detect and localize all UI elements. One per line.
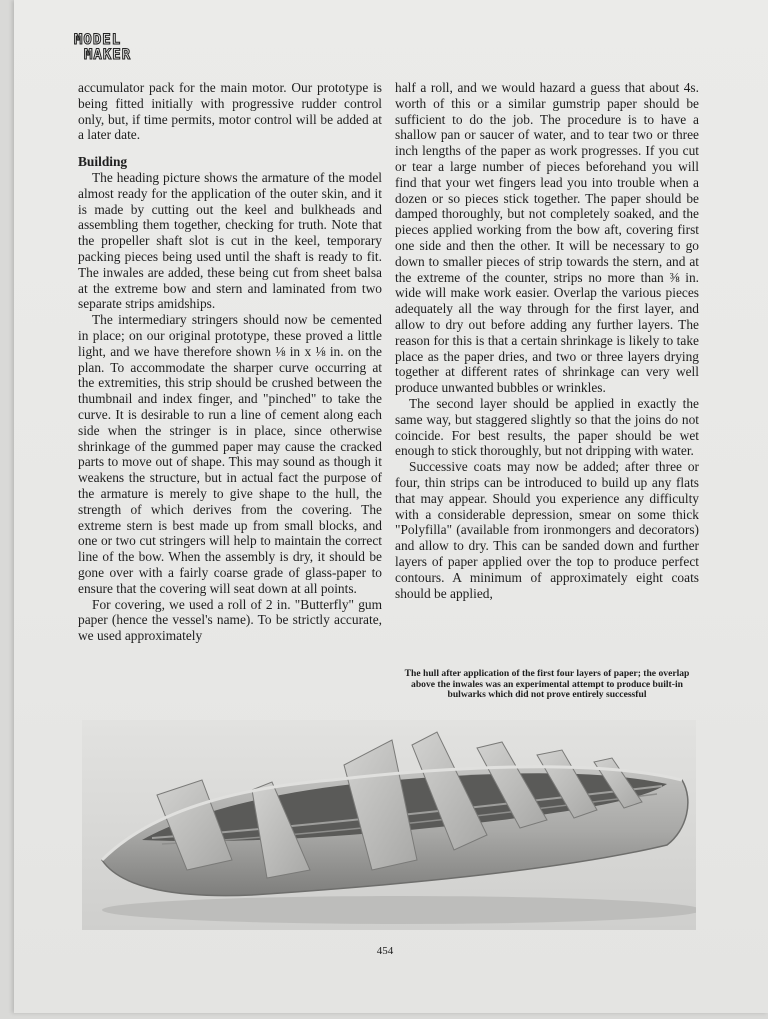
left-column [78, 80, 382, 644]
photo-caption: The hull after application of the first four layers of paper; the overlap above the inwales was an experimental attempt to produce built-in bulwarks which did not prove entirely successful [404, 668, 690, 701]
right-paragraph-2: The second layer should be applied in exactly the same way, but staggered slightly so that the joins do not coincide. For best results, the paper should be wet enough to stick thoroughly, but not dripping with water. [395, 395, 699, 459]
right-column [395, 80, 699, 601]
section-heading: Building [78, 154, 128, 170]
intro-paragraph: accumulator pack for the main motor. Our prototype is being fitted initially with progressive rudder control only, but, if time permits, motor control will be added at a later date. [78, 80, 382, 143]
building-paragraph-2: The intermediary stringers should now be cemented in place; on our original prototype, these proved a little light, and we have therefore shown ⅛ in x ⅛ in. on the plan. To accommodate the sharper curve occurring at the extremities, this strip should be crushed between the thumbnail and index finger, and "pinched" to take the curve. It is desirable to run a line of cement along each side when the stringer is in place, since otherwise shrinkage of the gummed paper may cause the cracked parts to move out of shape. This may sound as though it weakens the structure, but in actual fact the purpose of the armature is merely to give shape to the hull, the strength of which derives from the covering. The extreme stern is best made up from small blocks, and one or two cut stringers will help to maintain the correct line of the bow. When the assembly is dry, it should be gone over with a fairly coarse grade of glass-paper to ensure that the covering will seat down at all points. [78, 312, 382, 596]
building-paragraph-1: The heading picture shows the armature of the model almost ready for the application of the outer skin, and it is made by cutting out the keel and bulkheads and assembling them together, checking for truth. Note that the propeller shaft slot is cut in the keel, temporary packing pieces being used until the shaft is ready to fit. The inwales are added, these being cut from sheet balsa at the extreme bow and stern and laminated from two separate strips amidships. [78, 169, 382, 312]
boat-hull-image [82, 720, 696, 930]
logo-line-1: MODEL [74, 32, 122, 48]
model-maker-logo [74, 33, 154, 63]
right-paragraph-1: half a roll, and we would hazard a guess that about 4s. worth of this or a similar gumstrip paper should be sufficient to do the job. The procedure is to have a shallow pan or saucer of water, and to tear two or three inch lengths of the paper as work progresses. If you cut or tear a large number of pieces beforehand you will find that your wet fingers lead you into trouble when a dozen or so pieces stick together. The paper should be damped thoroughly, but not completely soaked, and the pieces applied working from the bow aft, covering first one side and then the other. It will be necessary to go down to smaller pieces of strip towards the stern, and at the extreme of the counter, strips no more than ⅜ in. wide will make work easier. Overlap the various pieces adequately all the way through for the first layer, and allow to dry out before adding any further layers. The reason for this is that a certain shrinkage is likely to take place as the paper dries, and two or three layers drying together at different rates of shrinkage can very well produce unwanted bubbles or wrinkles. [395, 80, 699, 396]
right-paragraph-3: Successive coats may now be added; after three or four, thin strips can be introduced to build up any flats that may appear. Should you experience any difficulty with a considerable depression, smear on some thick "Polyfilla" (available from ironmongers and decorators) and allow to dry. This can be sanded down and further layers of paper applied over the top to produce perfect contours. A minimum of approximately eight coats should be applied, [395, 459, 699, 601]
building-paragraph-3: For covering, we used a roll of 2 in. "Butterfly" gum paper (hence the vessel's name). To be strictly accurate, we used approximately [78, 596, 382, 644]
page-number: 454 [376, 945, 394, 957]
hull-photograph [82, 720, 696, 930]
logo-line-2: MAKER [84, 47, 132, 63]
